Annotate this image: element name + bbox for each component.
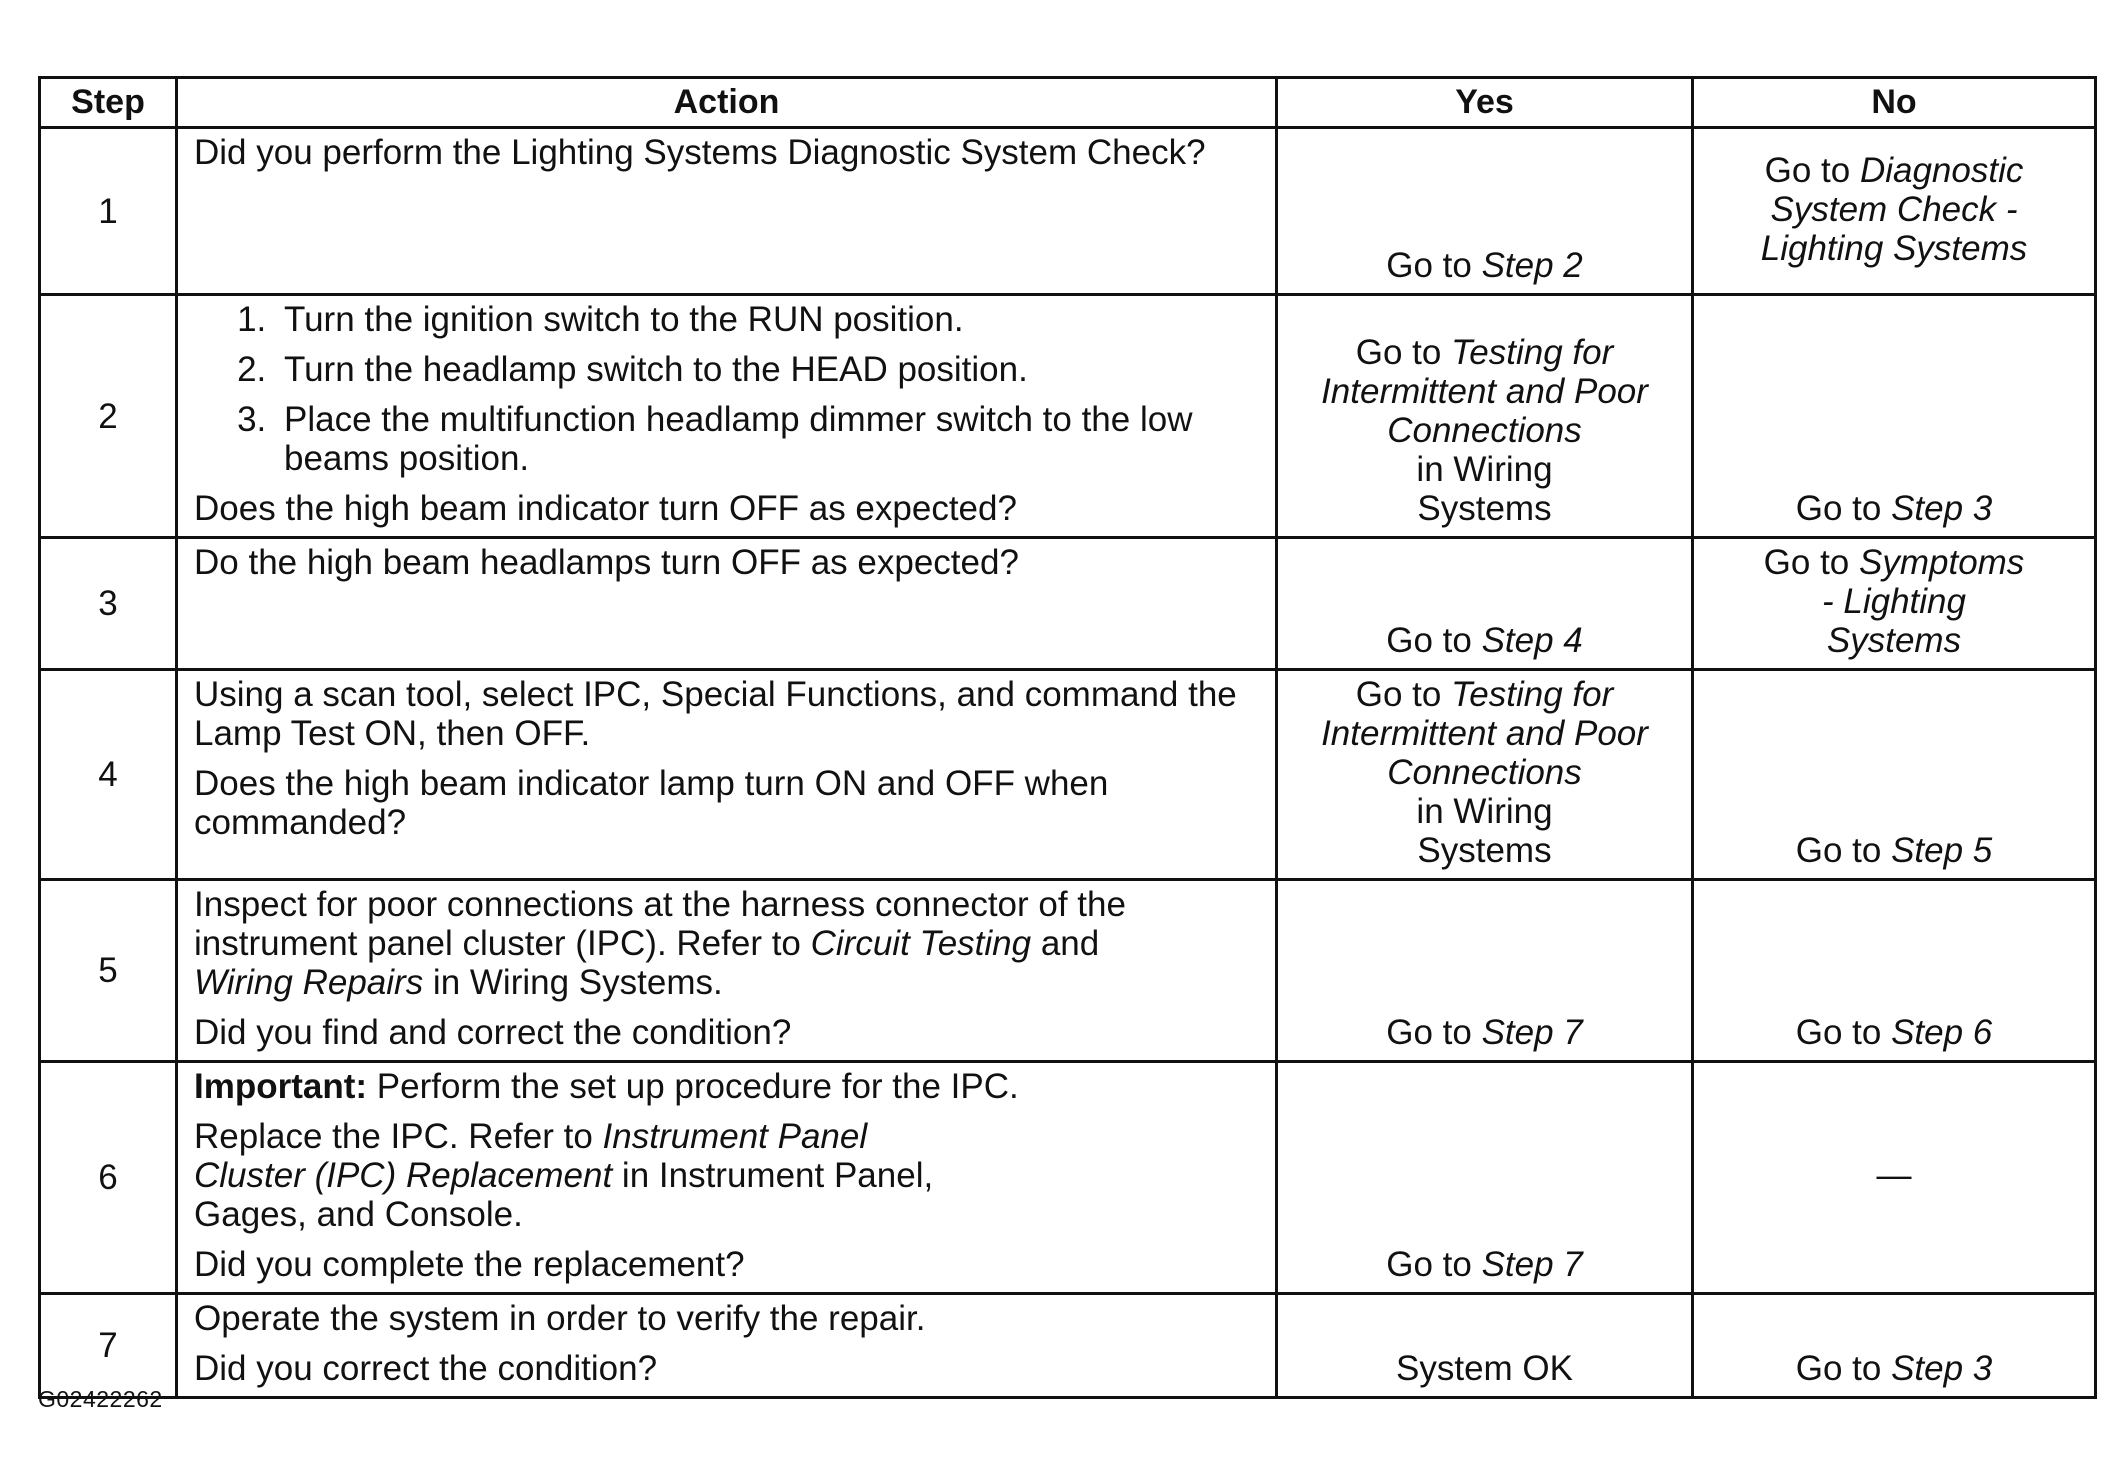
no-cell bbox=[1693, 1294, 2096, 1398]
table-row bbox=[40, 1062, 2096, 1294]
instruction-text: in Wiring Systems. bbox=[423, 963, 723, 1002]
yes-prefix: Go to bbox=[1386, 621, 1482, 660]
instruction-text: in Instrument Panel, Gages, and Console. bbox=[194, 1156, 934, 1234]
action-cell bbox=[177, 1294, 1277, 1398]
important-note bbox=[194, 1067, 1261, 1106]
header-row bbox=[40, 78, 2096, 128]
yes-cell bbox=[1277, 670, 1693, 880]
action-cell bbox=[177, 128, 1277, 295]
circuit-testing-link[interactable]: Circuit Testing bbox=[810, 924, 1032, 963]
no-ref-link[interactable]: Step 6 bbox=[1891, 1013, 1993, 1052]
no-cell bbox=[1693, 295, 2096, 538]
table-row bbox=[40, 1294, 2096, 1398]
step-number: 4 bbox=[40, 670, 177, 880]
no-dash: — bbox=[1876, 1156, 1912, 1195]
diagnostic-table bbox=[38, 76, 2097, 1399]
action-cell bbox=[177, 880, 1277, 1062]
yes-cell bbox=[1277, 1294, 1693, 1398]
no-prefix: Go to bbox=[1795, 489, 1892, 528]
action-question: Did you perform the Lighting Systems Diagnostic System Check? bbox=[194, 133, 1206, 172]
action-question: Did you complete the replacement? bbox=[194, 1245, 745, 1284]
action-question: Did you find and correct the condition? bbox=[194, 1013, 792, 1052]
yes-ref-link[interactable]: Step 7 bbox=[1481, 1013, 1583, 1052]
step-number: 5 bbox=[40, 880, 177, 1062]
header-step: Step bbox=[40, 78, 177, 128]
list-item: 1. Turn the ignition switch to the RUN position. bbox=[276, 300, 1261, 339]
instruction-text: Inspect for poor connections at the harness connector of the instrument panel cluster (IPC). Refer to bbox=[194, 885, 1126, 963]
action-step-list bbox=[194, 300, 1261, 478]
action-question: Did you correct the condition? bbox=[194, 1349, 658, 1388]
no-cell bbox=[1693, 880, 2096, 1062]
no-ref-link[interactable]: Step 5 bbox=[1891, 831, 1993, 870]
action-question: Does the high beam indicator turn OFF as expected? bbox=[194, 489, 1017, 528]
table-row bbox=[40, 295, 2096, 538]
action-question: Does the high beam indicator lamp turn ON and OFF when commanded? bbox=[194, 764, 1109, 842]
yes-prefix: Go to bbox=[1355, 333, 1452, 372]
yes-ref-link[interactable]: Step 7 bbox=[1481, 1245, 1583, 1284]
yes-prefix: Go to bbox=[1386, 1245, 1482, 1284]
yes-cell bbox=[1277, 295, 1693, 538]
step-number: 1 bbox=[40, 128, 177, 295]
yes-text: System OK bbox=[1396, 1349, 1573, 1388]
no-ref-link[interactable]: Step 3 bbox=[1891, 1349, 1993, 1388]
action-cell bbox=[177, 538, 1277, 670]
yes-cell bbox=[1277, 1062, 1693, 1294]
no-prefix: Go to bbox=[1795, 1349, 1892, 1388]
yes-suffix: in Wiring Systems bbox=[1416, 450, 1553, 528]
header-no: No bbox=[1693, 78, 2096, 128]
no-ref-link[interactable]: Step 3 bbox=[1891, 489, 1993, 528]
table-row bbox=[40, 128, 2096, 295]
no-cell bbox=[1693, 128, 2096, 295]
table-row bbox=[40, 880, 2096, 1062]
action-instruction: Operate the system in order to verify the repair. bbox=[194, 1299, 926, 1338]
yes-suffix: in Wiring Systems bbox=[1416, 792, 1553, 870]
list-item: 2. Turn the headlamp switch to the HEAD position. bbox=[276, 350, 1261, 389]
action-instruction bbox=[194, 885, 1261, 1002]
yes-ref-link[interactable]: Testing for Intermittent and Poor Connections bbox=[1321, 333, 1648, 450]
step-number: 7 bbox=[40, 1294, 177, 1398]
no-ref-link[interactable]: Diagnostic System Check - Lighting Systems bbox=[1760, 150, 2028, 268]
action-question: Do the high beam headlamps turn OFF as expected? bbox=[194, 543, 1019, 582]
instruction-text: and bbox=[1031, 924, 1100, 963]
yes-ref-link[interactable]: Step 2 bbox=[1481, 246, 1583, 285]
important-text: Perform the set up procedure for the IPC. bbox=[367, 1067, 1019, 1106]
yes-prefix: Go to bbox=[1386, 246, 1482, 285]
action-instruction bbox=[194, 1117, 1261, 1234]
ipc-replacement-link[interactable]: Instrument Panel Cluster (IPC) Replacement bbox=[194, 1117, 868, 1195]
no-cell bbox=[1693, 1062, 2096, 1294]
header-yes: Yes bbox=[1277, 78, 1693, 128]
important-label: Important: bbox=[194, 1067, 368, 1106]
figure-id: G02422262 bbox=[38, 1386, 163, 1412]
list-item: 3. Place the multifunction headlamp dimmer switch to the low beams position. bbox=[276, 400, 1261, 478]
yes-prefix: Go to bbox=[1355, 675, 1452, 714]
action-instruction: Using a scan tool, select IPC, Special Functions, and command the Lamp Test ON, then OFF. bbox=[194, 675, 1237, 753]
no-prefix: Go to bbox=[1795, 1013, 1892, 1052]
wiring-repairs-link[interactable]: Wiring Repairs bbox=[194, 963, 424, 1002]
yes-cell bbox=[1277, 128, 1693, 295]
table-row bbox=[40, 538, 2096, 670]
table-row bbox=[40, 670, 2096, 880]
step-number: 2 bbox=[40, 295, 177, 538]
yes-cell bbox=[1277, 880, 1693, 1062]
no-cell bbox=[1693, 538, 2096, 670]
header-action: Action bbox=[177, 78, 1277, 128]
no-cell bbox=[1693, 670, 2096, 880]
no-prefix: Go to bbox=[1763, 543, 1859, 582]
step-number: 3 bbox=[40, 538, 177, 670]
no-prefix: Go to bbox=[1795, 831, 1892, 870]
yes-prefix: Go to bbox=[1386, 1013, 1482, 1052]
step-number: 6 bbox=[40, 1062, 177, 1294]
action-cell bbox=[177, 670, 1277, 880]
action-cell bbox=[177, 295, 1277, 538]
yes-cell bbox=[1277, 538, 1693, 670]
action-cell bbox=[177, 1062, 1277, 1294]
no-ref-link[interactable]: Symptoms - Lighting Systems bbox=[1822, 543, 2025, 660]
yes-ref-link[interactable]: Step 4 bbox=[1481, 621, 1583, 660]
instruction-text: Replace the IPC. Refer to bbox=[194, 1117, 603, 1156]
yes-ref-link[interactable]: Testing for Intermittent and Poor Connections bbox=[1321, 675, 1648, 792]
no-prefix: Go to bbox=[1764, 150, 1860, 190]
